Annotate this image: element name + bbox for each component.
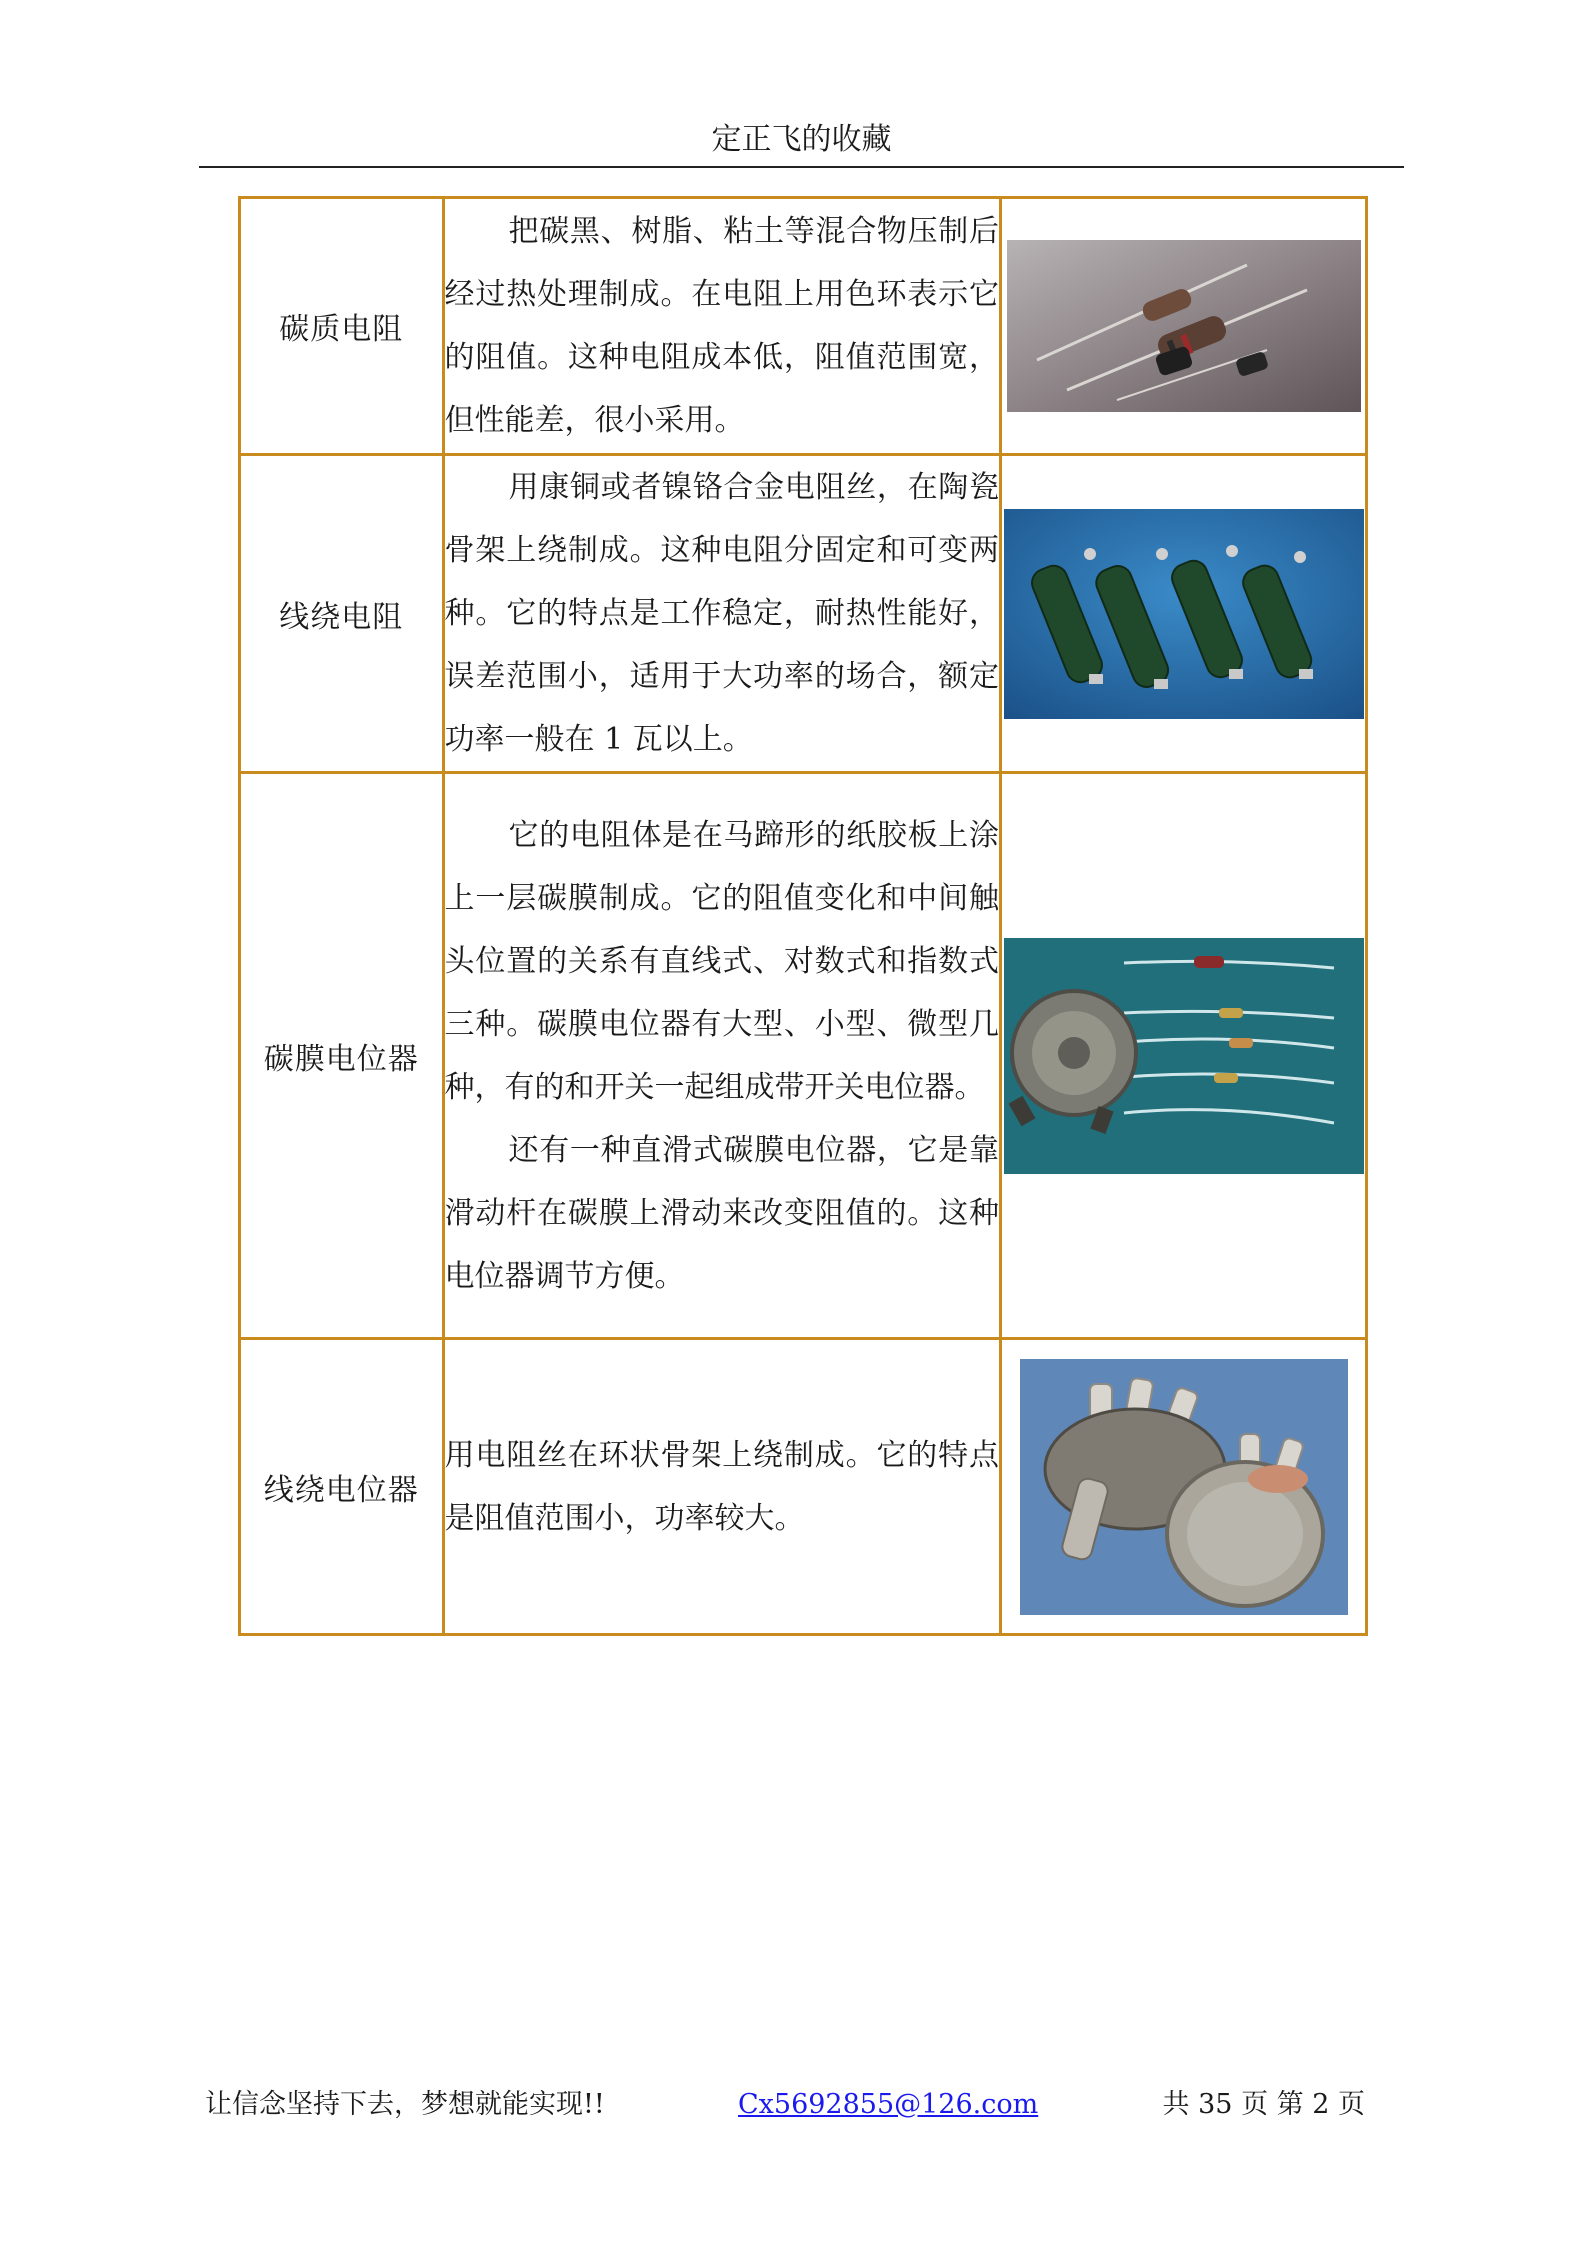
page-footer: [205, 2085, 1365, 2125]
resistor-name: 线绕电阻: [240, 455, 444, 773]
resistor-description: [443, 455, 1000, 773]
resistor-name: 线绕电位器: [240, 1339, 444, 1635]
resistor-photo-cell: [1001, 773, 1367, 1339]
table-row: [240, 455, 1367, 773]
description-paragraph: 还有一种直滑式碳膜电位器，它是靠滑动杆在碳膜上滑动来改变阻值的。这种电位器调节方便。: [444, 1132, 999, 1294]
carbon-resistor-photo-icon: [1007, 240, 1361, 412]
wirewound-potentiometer-photo-icon: [1020, 1359, 1348, 1615]
resistor-description: [443, 198, 1000, 455]
table-row: [240, 773, 1367, 1339]
description-paragraph: 把碳黑、树脂、粘土等混合物压制后经过热处理制成。在电阻上用色环表示它的阻值。这种电阻成本低，阻值范围宽，但性能差，很小采用。: [444, 214, 999, 438]
footer-email-link[interactable]: Cx5692855@126.com: [738, 2089, 1039, 2120]
resistor-description: [443, 773, 1000, 1339]
footer-motto: 让信念坚持下去，梦想就能实现!!: [205, 2089, 605, 2120]
table-row: [240, 198, 1367, 455]
resistor-table: [238, 196, 1368, 1636]
description-paragraph: 用电阻丝在环状骨架上绕制成。它的特点是阻值范围小，功率较大。: [444, 1437, 999, 1536]
footer-page-number: 共 35 页 第 2 页: [1162, 2089, 1365, 2120]
description-paragraph: 用康铜或者镍铬合金电阻丝，在陶瓷骨架上绕制成。这种电阻分固定和可变两种。它的特点是工作稳定，耐热性能好，误差范围小，适用于大功率的场合，额定功率一般在 1 瓦以上。: [444, 470, 999, 757]
resistor-photo-cell: [1001, 1339, 1367, 1635]
resistor-name: 碳膜电位器: [240, 773, 444, 1339]
header-title: 定正飞的收藏: [711, 122, 892, 157]
table-row: [240, 1339, 1367, 1635]
description-paragraph: 它的电阻体是在马蹄形的纸胶板上涂上一层碳膜制成。它的阻值变化和中间触头位置的关系有直线式、对数式和指数式三种。碳膜电位器有大型、小型、微型几种，有的和开关一起组成带开关电位器。: [444, 817, 999, 1105]
carbon-film-potentiometer-photo-icon: [1004, 938, 1364, 1174]
resistor-name: 碳质电阻: [240, 198, 444, 455]
resistor-photo-cell: [1001, 455, 1367, 773]
resistor-photo-cell: [1001, 198, 1367, 455]
resistor-description: [443, 1339, 1000, 1635]
page-header: [199, 118, 1404, 168]
wirewound-resistor-photo-icon: [1004, 509, 1364, 719]
